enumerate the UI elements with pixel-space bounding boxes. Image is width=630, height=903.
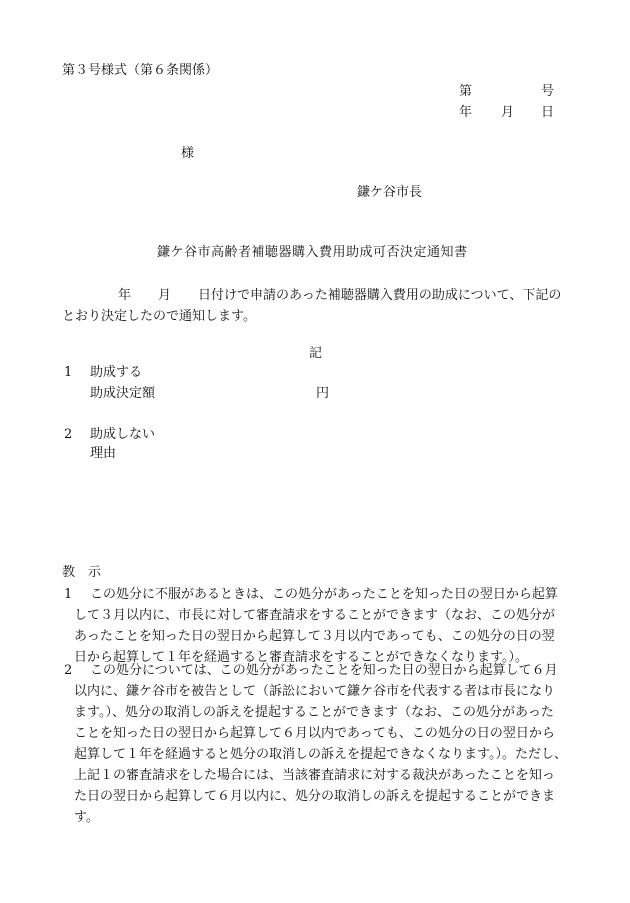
notice-line	[62, 660, 582, 681]
notice-item-2-line: ことを知った日の翌日から起算して６月以内であっても、この処分の日の翌日から	[74, 726, 555, 741]
notice-item-2-line: 起算して１年を経過すると処分の取消しの訴えを提起できなくなります。）。ただし、	[74, 747, 567, 762]
notice-line	[62, 744, 582, 765]
notice-line	[62, 723, 582, 744]
notice-item-2-number: 2	[64, 663, 73, 678]
body-month-label: 月	[158, 288, 172, 303]
body-text	[62, 285, 572, 327]
item-2-sub-label: 理由	[90, 446, 117, 461]
body-line-2: とおり決定したので通知します。	[62, 309, 256, 324]
notice-item-1-line: この処分に不服があるときは、この処分があったことを知った日の翌日から起算	[90, 587, 558, 602]
ki-heading: 記	[309, 346, 323, 361]
addressee-honorific: 様	[181, 146, 195, 161]
date-day-label: 日	[541, 105, 555, 120]
item-1-label: 助成する	[90, 365, 143, 380]
document-title: 鎌ケ谷市高齢者補聴器購入費用助成可否決定通知書	[157, 245, 468, 260]
notice-line	[62, 584, 582, 605]
notice-item-2-line: 以内に、鎌ケ谷市を被告として（訴訟において鎌ケ谷市を代表する者は市長になり	[74, 684, 556, 699]
date-month-label: 月	[501, 105, 515, 120]
notice-line	[62, 807, 582, 828]
notice-item-1-line: あったことを知った日の翌日から起算して３月以内であっても、この処分の日の翌	[74, 629, 555, 644]
notice-line	[62, 786, 582, 807]
item-2-label: 助成しない	[90, 427, 156, 442]
notice-item-1-line: して３月以内に、市長に対して審査請求をすることができます（なお、この処分が	[74, 608, 556, 623]
notice-item-1	[62, 584, 582, 668]
item-1-number: 1	[64, 365, 73, 380]
sender-name: 鎌ケ谷市長	[357, 185, 423, 200]
document-number-suffix: 号	[541, 84, 555, 99]
date-year-label: 年	[459, 105, 473, 120]
body-line-1: 日付けで申請のあった補聴器購入費用の助成について、下記の	[198, 288, 562, 303]
item-1-yen-unit: 円	[316, 386, 330, 401]
notice-line	[62, 765, 582, 786]
notice-line	[62, 681, 582, 702]
notice-heading: 教 示	[62, 565, 102, 580]
item-2-number: 2	[64, 427, 73, 442]
form-label: 第３号様式（第６条関係）	[62, 63, 219, 78]
notice-line	[62, 605, 582, 626]
notice-item-1-line: 日から起算して１年を経過すると審査請求をすることができなくなります。）。	[74, 650, 528, 665]
notice-item-2-line: 上記１の審査請求をした場合には、当該審査請求に対する裁決があったことを知っ	[74, 768, 555, 783]
notice-item-1-number: 1	[64, 587, 73, 602]
notice-item-2-line: この処分については、この処分があったことを知った日の翌日から起算して６月	[90, 663, 558, 678]
notice-line	[62, 626, 582, 647]
notice-item-2-line: た日の翌日から起算して６月以内に、処分の取消しの訴えを提起することができま	[74, 789, 556, 804]
item-1-sub-label: 助成決定額	[90, 386, 156, 401]
document-number-prefix: 第	[459, 84, 473, 99]
body-year-label: 年	[118, 288, 132, 303]
notice-item-2	[62, 660, 582, 828]
notice-line	[62, 702, 582, 723]
notice-item-2-line: ます。）、処分の取消しの訴えを提起することができます（なお、この処分があった	[74, 705, 554, 720]
notice-item-2-line: す。	[74, 810, 99, 825]
